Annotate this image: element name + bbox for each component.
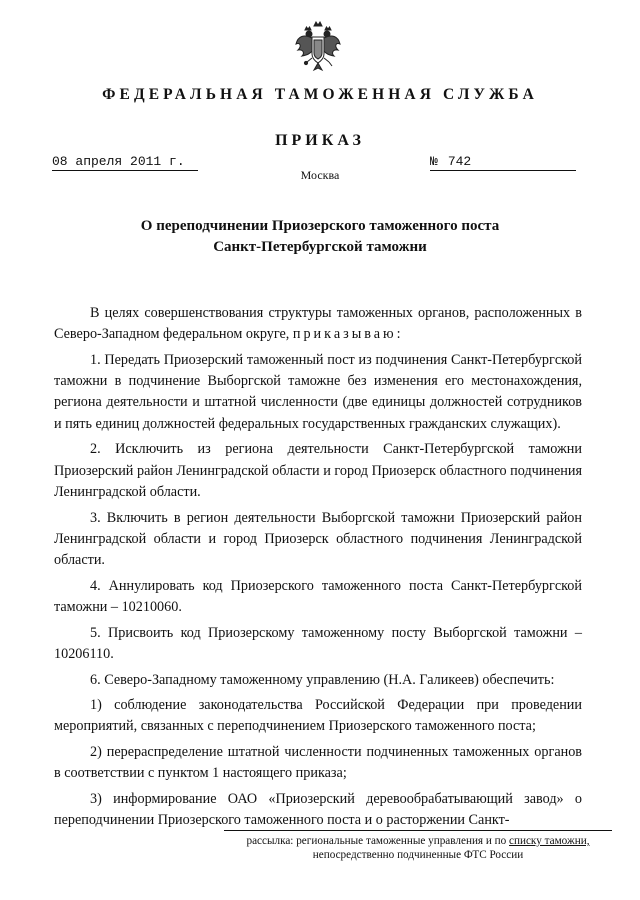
document-heading bbox=[0, 216, 640, 258]
coat-of-arms-icon bbox=[294, 20, 342, 74]
document-type: ПРИКАЗ bbox=[275, 132, 365, 149]
order-item-6: 6. Северо-Западному таможенному управлению (Н.А. Галикеев) обеспечить: bbox=[90, 671, 555, 688]
order-item-1: 1. Передать Приозерский таможенный пост из подчинения Санкт-Петербургской таможни в подчинение Выборгской таможне без изменения его местонахождения, региона деятельности и штатной численности (две единицы должностей сотрудников и пять единиц должностей федеральных государственных гражданских служащих). bbox=[54, 351, 582, 432]
mailing-list-footer bbox=[224, 830, 612, 862]
mailing-link: списку таможни, bbox=[509, 835, 590, 847]
number-sign: № bbox=[430, 154, 438, 169]
order-subitem-1: 1) соблюдение законодательства Российской Федерации при проведении мероприятий, связанных с переподчинением Приозерского таможенного поста; bbox=[54, 697, 582, 735]
preamble-text: В целях совершенствования структуры таможенных органов, расположенных в Северо-Западном федеральном округе, bbox=[54, 305, 582, 343]
order-item-4: 4. Аннулировать код Приозерского таможенного поста Санкт-Петербургской таможни – 10210060. bbox=[54, 577, 582, 616]
document-body bbox=[54, 303, 582, 836]
issue-city: Москва bbox=[300, 168, 340, 182]
order-subitem-2: 2) перераспределение штатной численности подчиненных таможенных органов в соответствии с пунктом 1 настоящего приказа; bbox=[54, 744, 582, 782]
heading-line-1: О переподчинении Приозерского таможенного поста bbox=[140, 218, 500, 234]
preamble-command: приказываю: bbox=[292, 326, 404, 343]
organization-name: ФЕДЕРАЛЬНАЯ ТАМОЖЕННАЯ СЛУЖБА bbox=[102, 86, 538, 103]
order-item-2: 2. Исключить из региона деятельности Санкт-Петербургской таможни Приозерский район Ленинградской области и город Приозерск областного подчинения Ленинградской области. bbox=[54, 441, 582, 500]
preamble-paragraph bbox=[54, 303, 582, 346]
mailing-line-2: непосредственно подчиненные ФТС России bbox=[312, 849, 524, 861]
order-date: 08 апреля 2011 г. bbox=[52, 154, 198, 171]
mailing-prefix: рассылка: региональные таможенные управления и по bbox=[246, 835, 507, 847]
order-item-3: 3. Включить в регион деятельности Выборгской таможни Приозерский район Ленинградской области и город Приозерск областного подчинения Ленинградской области. bbox=[54, 509, 582, 569]
order-subitem-3: 3) информирование ОАО «Приозерский деревообрабатывающий завод» о переподчинении Приозерского таможенного поста и о расторжении Санкт- bbox=[54, 790, 582, 829]
order-number: 742 bbox=[447, 154, 472, 169]
heading-line-2: Санкт-Петербургской таможни bbox=[213, 239, 427, 255]
mailing-line-1 bbox=[224, 834, 612, 848]
order-item-5: 5. Присвоить код Приозерскому таможенному посту Выборгской таможни – 10206110. bbox=[54, 624, 582, 662]
